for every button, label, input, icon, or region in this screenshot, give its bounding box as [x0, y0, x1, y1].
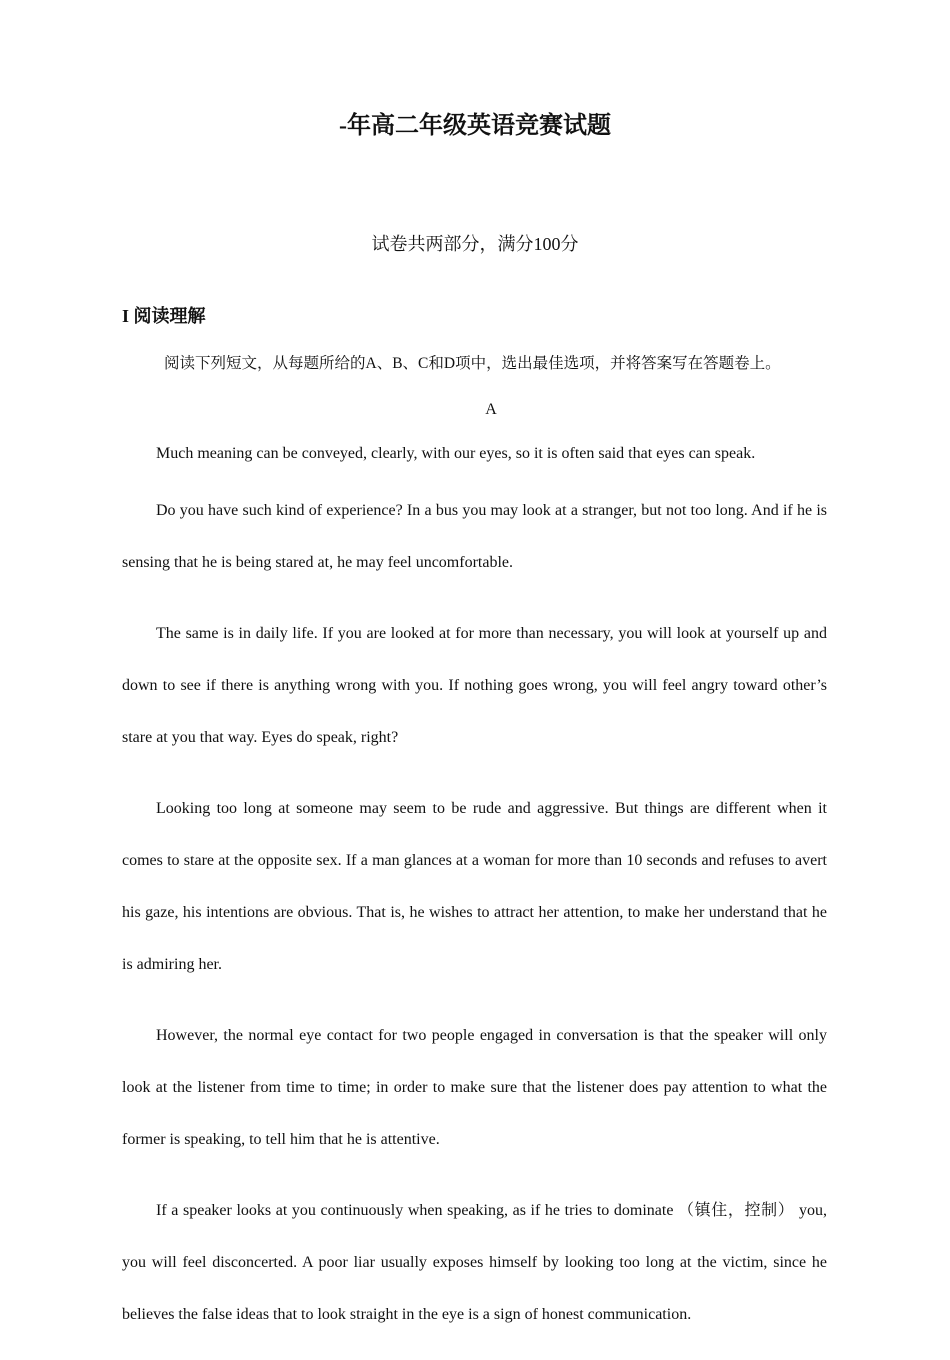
document-subtitle: 试卷共两部分，满分100分 [371, 234, 579, 254]
passage-paragraph-1: Much meaning can be conveyed, clearly, with our eyes, so it is often said that eyes can speak. [156, 445, 756, 462]
passage-body [122, 440, 827, 1360]
document-title: -年高二年级英语竞赛试题 [339, 113, 611, 139]
passage-label: A [485, 401, 497, 418]
section-heading: I 阅读理解 [122, 306, 206, 326]
passage-paragraph-4: Looking too long at someone may seem to be rude and aggressive. But things are different when it comes to stare at the opposite sex. If a man glances at a woman for more than 10 seconds and refuses to avert his gaze, his intentions are obvious. That is, he wishes to attract her attention, to make her understand that he is admiring her. [122, 800, 827, 973]
passage-paragraph-3: The same is in daily life. If you are looked at for more than necessary, you will look at yourself up and down to see if there is anything wrong with you. If nothing goes wrong, you will feel angry toward other’s stare at you that way. Eyes do speak, right? [122, 625, 827, 746]
section-instructions: 阅读下列短文，从每题所给的A、B、C和D项中，选出最佳选项，并将答案写在答题卷上。 [164, 355, 781, 372]
passage-paragraph-2: Do you have such kind of experience? In a bus you may look at a stranger, but not too long. And if he is sensing that he is being stared at, he may feel uncomfortable. [122, 502, 827, 571]
passage-paragraph-5: However, the normal eye contact for two people engaged in conversation is that the speaker will only look at the listener from time to time; in order to make sure that the listener does pay attention to what the former is speaking, to tell him that he is attentive. [122, 1027, 827, 1148]
passage-paragraph-6: If a speaker looks at you continuously when speaking, as if he tries to dominate （镇住，控制） you, you will feel disconcerted. A poor liar usually exposes himself by looking too long at the victim, since he believes the false ideas that to look straight in the eye is a sign of honest communication. [122, 1202, 827, 1323]
